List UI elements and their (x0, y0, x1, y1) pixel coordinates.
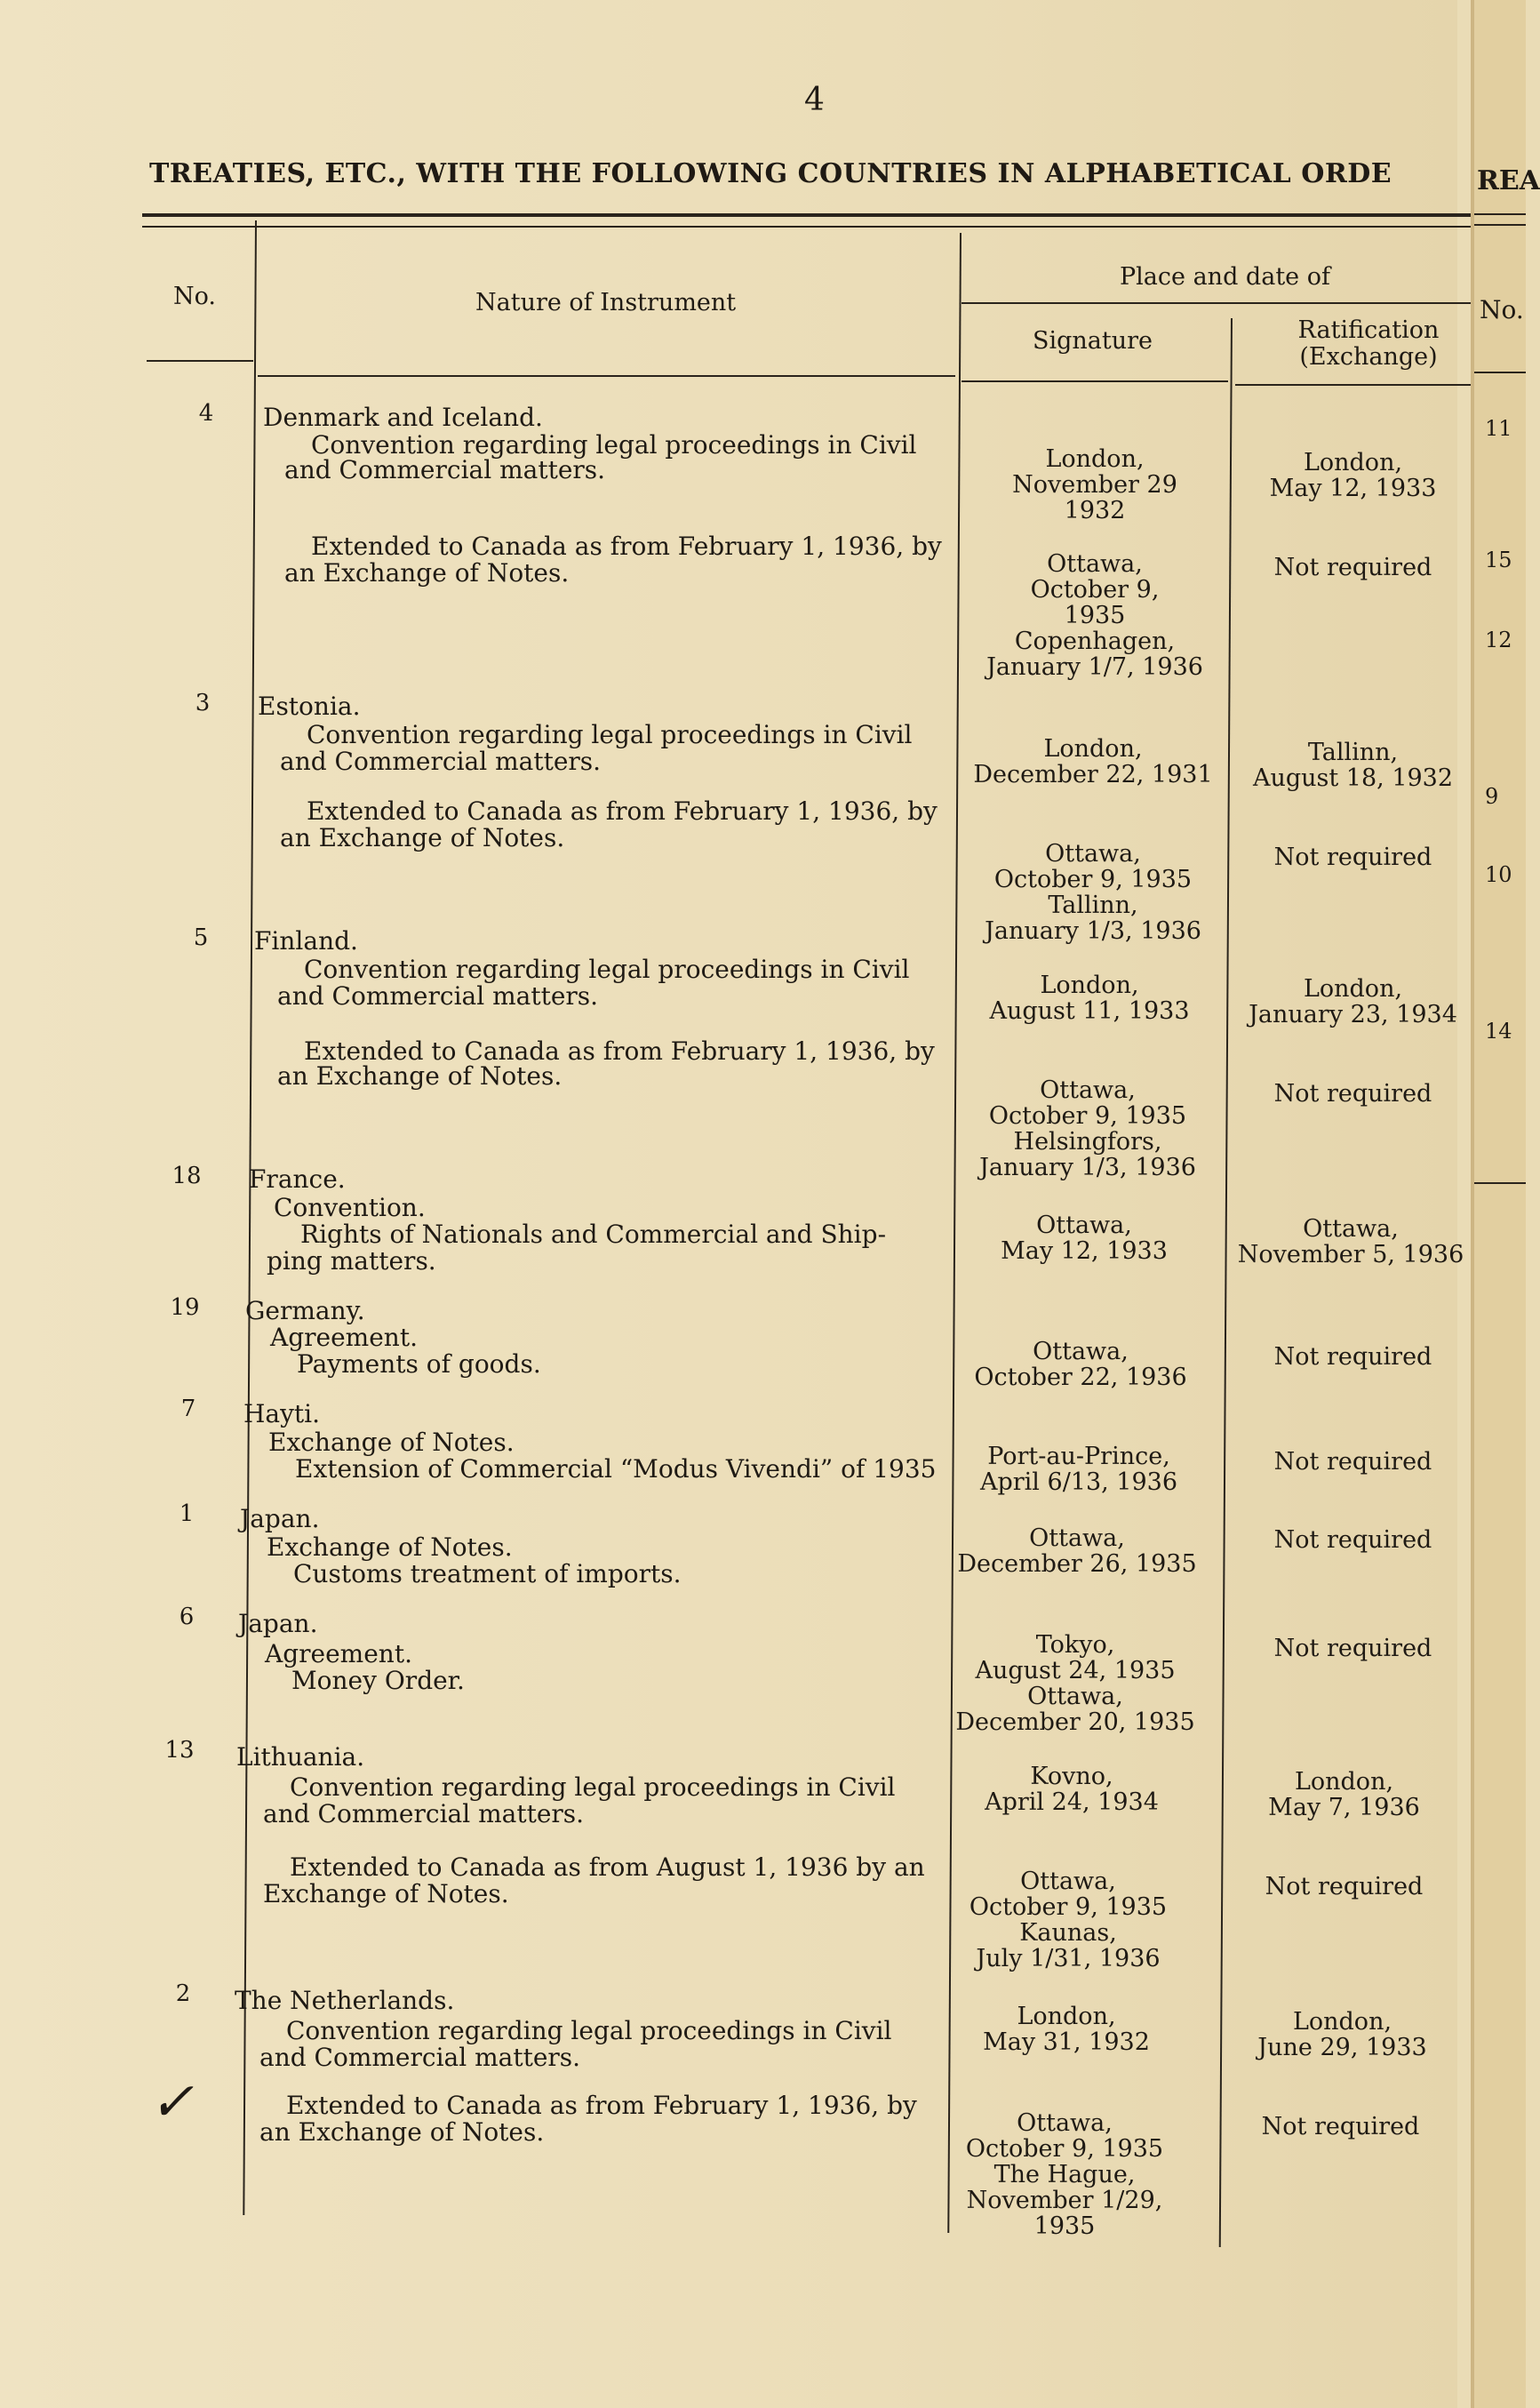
adjacent-page-title: REA (1477, 165, 1540, 196)
entry-country: Denmark and Iceland. (263, 403, 543, 432)
title-rule-thick (142, 213, 1471, 217)
entry-line: Agreement. (270, 1323, 418, 1352)
entry-extension: Extended to Canada as from February 1, 1936, by (286, 2091, 917, 2120)
entry-extension: an Exchange of Notes. (284, 558, 570, 588)
ratification-cell: London, May 12, 1933 (1269, 449, 1437, 502)
signature-cell: Kovno, April 24, 1934 (985, 1763, 1159, 1816)
entry-line: Rights of Nationals and Commercial and Ship- (300, 1220, 887, 1249)
entry-country: The Netherlands. (235, 1986, 455, 2015)
ratification-cell: Not required (1273, 844, 1432, 871)
adjacent-rule (1474, 224, 1526, 226)
entry-number: 5 (193, 924, 209, 951)
ratification-cell: Not required (1273, 1635, 1432, 1662)
signature-cell: Ottawa, October 22, 1936 (974, 1338, 1187, 1391)
entry-number: 7 (180, 1396, 196, 1422)
adjacent-number: 9 (1485, 784, 1499, 809)
entry-line: Convention regarding legal proceedings in Civil (290, 1772, 896, 1802)
entry-line: and Commercial matters. (277, 981, 599, 1011)
entry-extension: Exchange of Notes. (263, 1879, 509, 1908)
entry-number: 4 (198, 400, 214, 427)
adjacent-number: 12 (1485, 628, 1512, 652)
ratification-cell: Not required (1273, 554, 1432, 581)
entry-line: Exchange of Notes. (268, 1428, 515, 1457)
header-place-date: Place and date of (1120, 263, 1330, 291)
entry-number: 3 (195, 690, 211, 716)
title-rule-thin (142, 226, 1471, 228)
entry-line: Exchange of Notes. (267, 1532, 513, 1562)
signature-cell: Ottawa, May 12, 1933 (1001, 1212, 1168, 1265)
entry-number: 2 (175, 1980, 191, 2007)
ratification-cell: Not required (1273, 1343, 1432, 1371)
adjacent-rule (1474, 213, 1526, 215)
header-rule-signature (962, 380, 1228, 382)
signature-cell: Ottawa, October 9, 1935 Helsingfors, January 1/3, 1936 (979, 1076, 1196, 1181)
header-exchange: (Exchange) (1299, 343, 1438, 371)
entry-extension: an Exchange of Notes. (259, 2117, 545, 2147)
entry-line: Convention regarding legal proceedings in Civil (286, 2016, 892, 2045)
entry-country: Hayti. (243, 1399, 321, 1428)
ratification-cell: Not required (1273, 1080, 1432, 1108)
header-rule-no (147, 360, 253, 362)
entry-line: Customs treatment of imports. (293, 1559, 682, 1588)
adjacent-rule (1474, 1182, 1526, 1184)
entry-line: Payments of goods. (297, 1349, 541, 1379)
header-nature: Nature of Instrument (475, 289, 737, 316)
entry-extension: Extended to Canada as from February 1, 1936, by (307, 796, 938, 826)
header-signature: Signature (1033, 327, 1153, 355)
entry-line: Agreement. (265, 1639, 412, 1668)
entry-country: Germany. (245, 1296, 365, 1325)
signature-cell: London, May 31, 1932 (983, 2003, 1150, 2056)
checkmark-annotation-icon: ✓ (149, 2071, 195, 2133)
signature-cell: London, August 11, 1933 (989, 972, 1190, 1025)
entry-extension: Extended to Canada as from August 1, 1936 by an (290, 1852, 925, 1882)
entry-line: and Commercial matters. (259, 2043, 581, 2072)
entry-line: and Commercial matters. (280, 747, 602, 776)
entry-extension: Extended to Canada as from February 1, 1936, by (304, 1036, 935, 1066)
entry-country: Finland. (254, 926, 358, 956)
entry-country: Japan. (240, 1504, 320, 1533)
ratification-cell: Not required (1261, 2113, 1420, 2140)
ratification-cell: Tallinn, August 18, 1932 (1252, 739, 1454, 792)
entry-number: 1 (179, 1500, 195, 1527)
entry-line: Convention regarding legal proceedings in Civil (304, 955, 910, 984)
entry-number: 13 (164, 1737, 195, 1764)
adjacent-number: 10 (1485, 862, 1512, 887)
entry-country: Estonia. (258, 692, 361, 721)
signature-cell: London, November 29 1932 (1012, 445, 1177, 524)
entry-line: and Commercial matters. (284, 455, 606, 484)
adjacent-number: 15 (1485, 548, 1512, 572)
entry-number: 6 (179, 1604, 195, 1630)
adjacent-rule (1474, 372, 1526, 373)
header-rule-ratification (1235, 384, 1471, 386)
ratification-cell: Not required (1273, 1526, 1432, 1554)
entry-line: Convention regarding legal proceedings in Civil (307, 720, 913, 749)
entry-number: 18 (172, 1163, 202, 1189)
entry-line: Money Order. (291, 1666, 465, 1695)
ratification-cell: London, January 23, 1934 (1249, 975, 1457, 1028)
adjacent-number: 11 (1485, 416, 1512, 441)
adjacent-number: 14 (1485, 1019, 1512, 1044)
entry-country: France. (249, 1164, 346, 1194)
entry-line: Convention. (274, 1193, 426, 1222)
entry-number: 19 (170, 1294, 200, 1321)
entry-country: Lithuania. (236, 1742, 365, 1772)
signature-cell: Ottawa, October 9, 1935 Copenhagen, January 1/7, 1936 (986, 550, 1203, 681)
page-title: TREATIES, ETC., WITH THE FOLLOWING COUNTRIES IN ALPHABETICAL ORDE (149, 158, 1392, 189)
entry-line: and Commercial matters. (263, 1799, 585, 1828)
page-number: 4 (804, 82, 825, 118)
ratification-cell: Not required (1265, 1873, 1424, 1900)
entry-extension: an Exchange of Notes. (280, 823, 565, 852)
signature-cell: Ottawa, December 26, 1935 (957, 1524, 1197, 1578)
signature-cell: Tokyo, August 24, 1935 Ottawa, December 20, 1935 (955, 1631, 1195, 1736)
header-subrule (962, 302, 1471, 304)
ratification-cell: Not required (1273, 1448, 1432, 1476)
signature-cell: Port-au-Prince, April 6/13, 1936 (979, 1443, 1178, 1496)
entry-line: Convention regarding legal proceedings in Civil (311, 430, 917, 460)
ratification-cell: London, May 7, 1936 (1268, 1768, 1420, 1821)
signature-cell: Ottawa, October 9, 1935 The Hague, November 1/29, 1935 (965, 2109, 1164, 2240)
header-no: No. (173, 283, 216, 310)
signature-cell: Ottawa, October 9, 1935 Tallinn, January 1/3, 1936 (985, 840, 1201, 945)
ratification-cell: London, June 29, 1933 (1257, 2008, 1427, 2061)
header-rule-nature (258, 375, 955, 377)
entry-line: Extension of Commercial “Modus Vivendi” of 1935 (295, 1454, 937, 1484)
entry-extension: an Exchange of Notes. (277, 1061, 563, 1091)
adjacent-header-no: No. (1480, 295, 1524, 324)
entry-line: ping matters. (267, 1246, 436, 1276)
entry-extension: Extended to Canada as from February 1, 1936, by (311, 532, 942, 561)
header-ratification: Ratification (1297, 316, 1440, 344)
ratification-cell: Ottawa, November 5, 1936 (1237, 1215, 1464, 1268)
entry-country: Japan. (238, 1609, 318, 1638)
signature-cell: London, December 22, 1931 (973, 735, 1213, 788)
signature-cell: Ottawa, October 9, 1935 Kaunas, July 1/31, 1936 (969, 1868, 1168, 1972)
